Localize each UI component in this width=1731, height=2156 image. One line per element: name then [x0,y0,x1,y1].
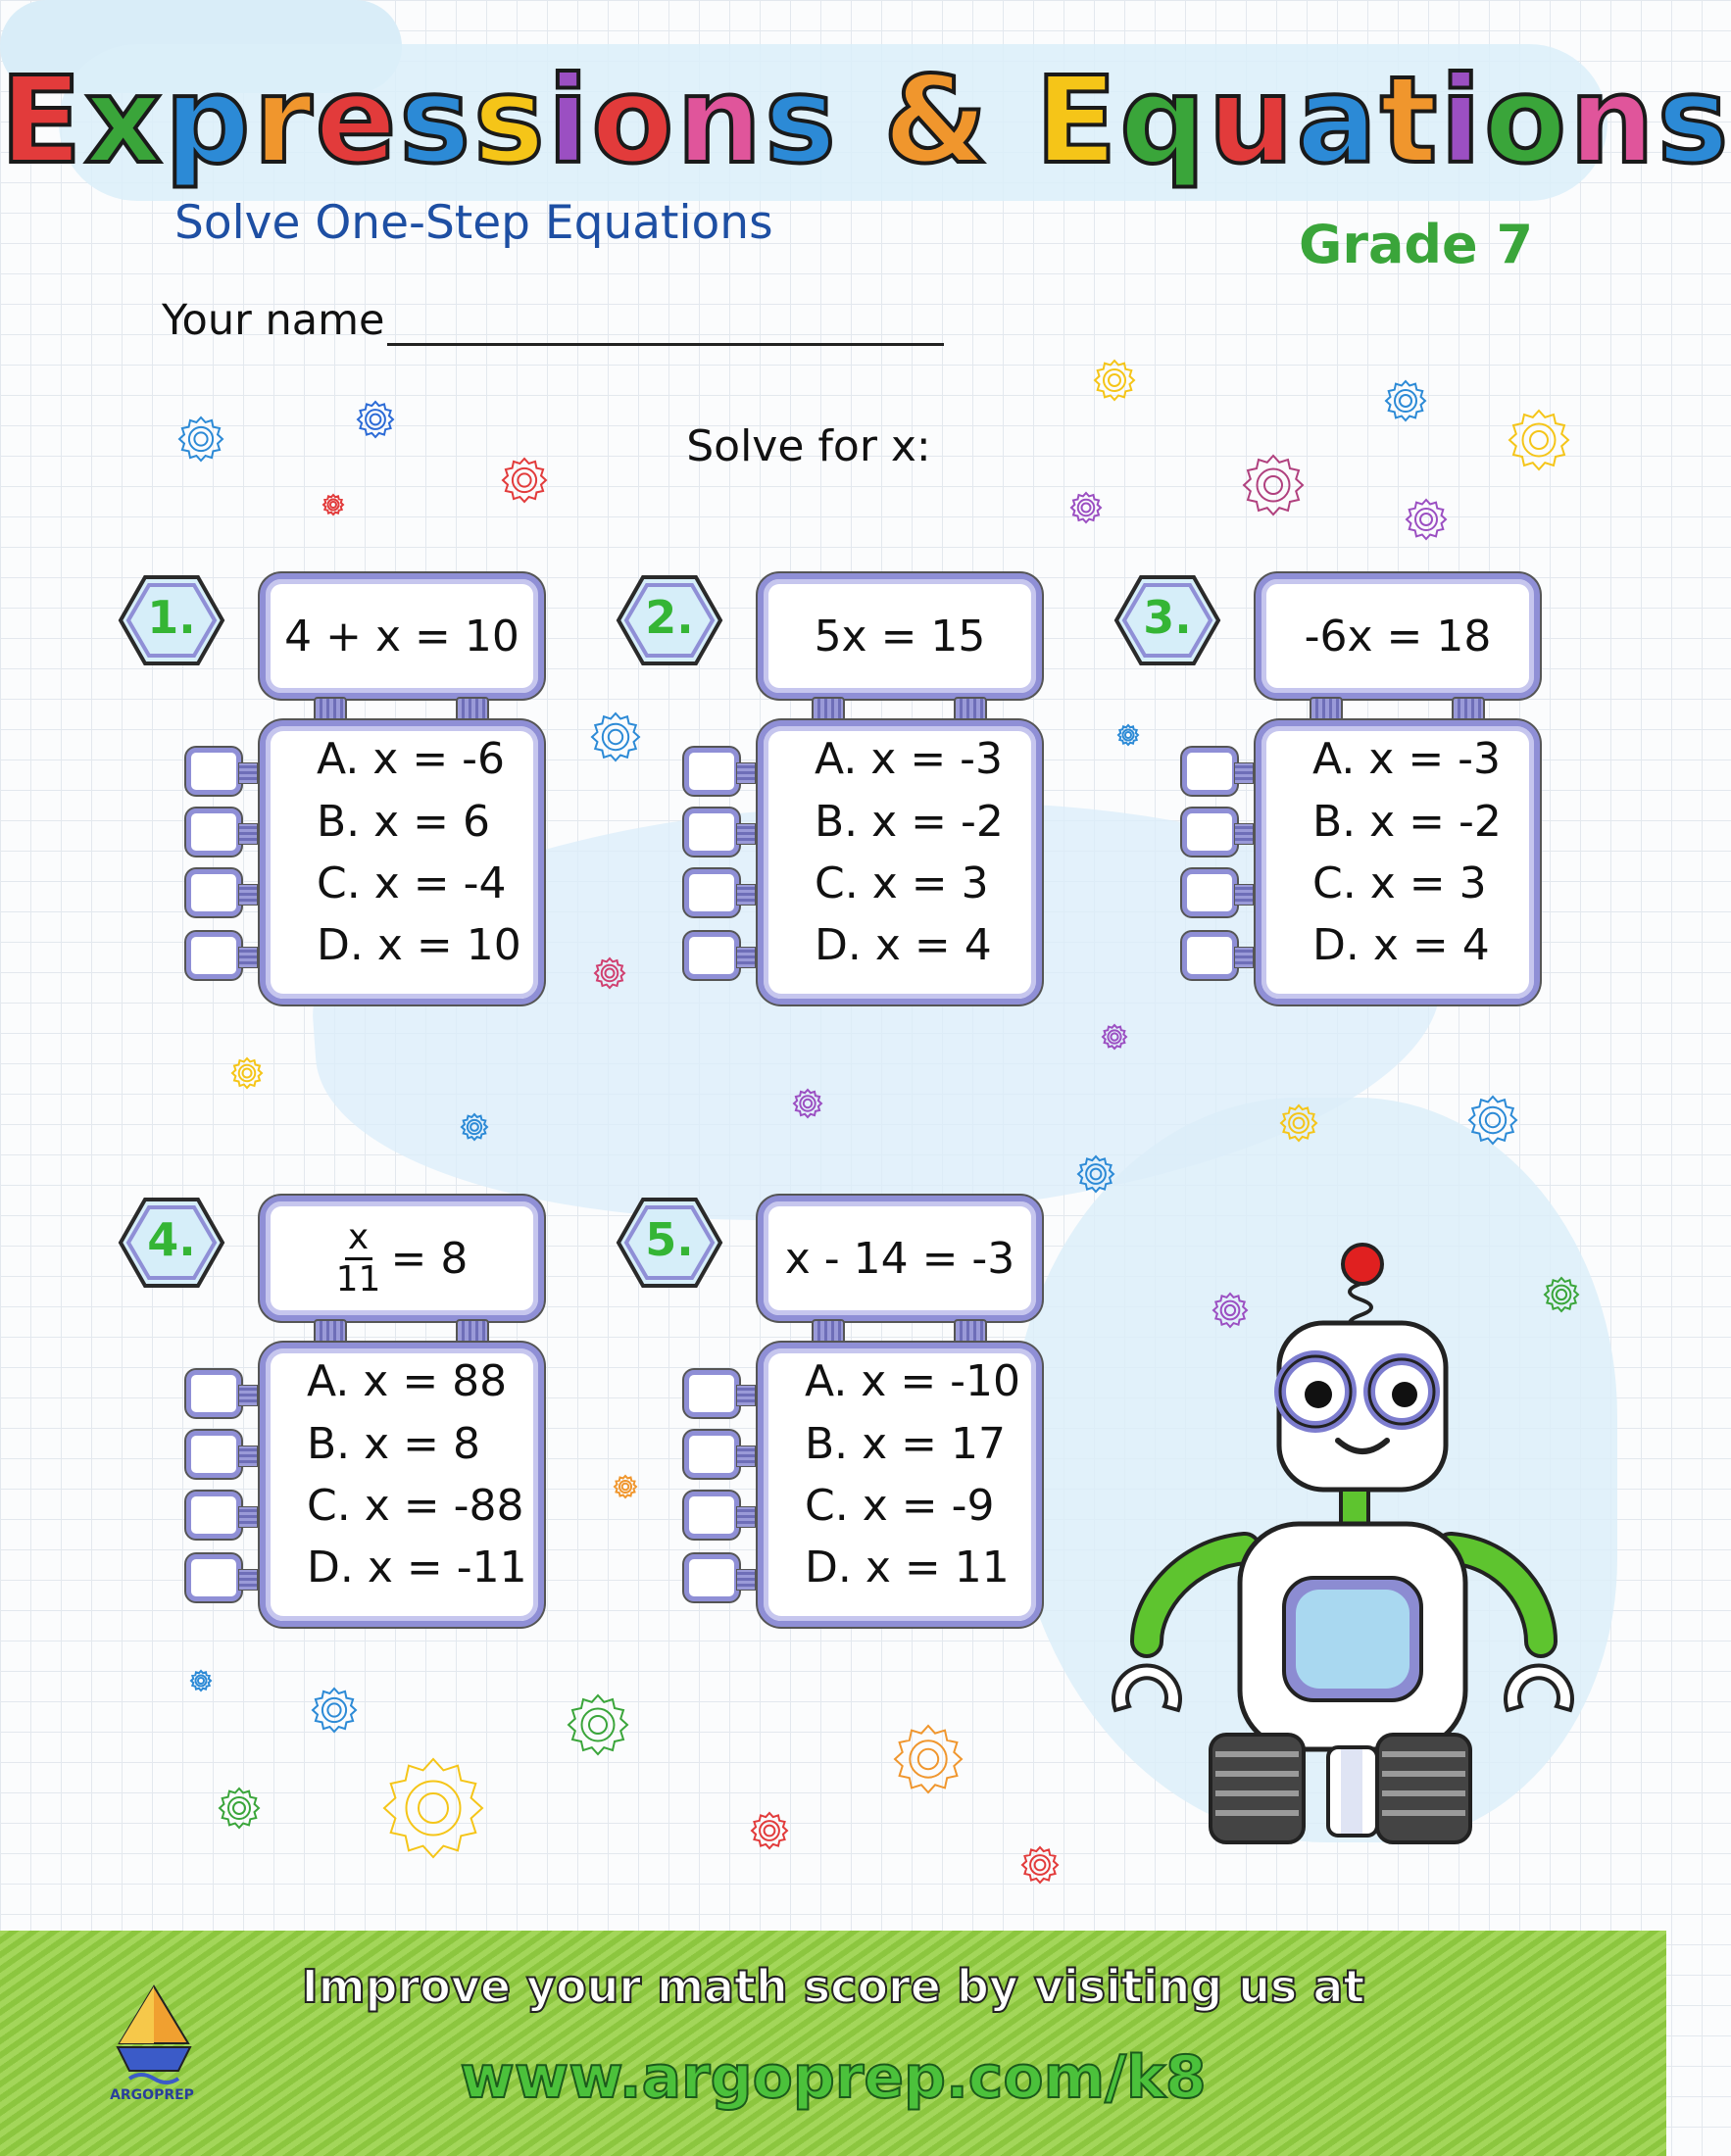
title-letter: i [547,51,592,190]
checkbox-c[interactable] [1182,869,1237,916]
hex-badge [616,1196,723,1290]
gear-icon [1092,358,1137,403]
gear-icon [1068,490,1104,525]
title-letter: s [472,51,548,190]
checkbox-c[interactable] [186,1492,241,1539]
title-letter: q [1119,51,1209,190]
gear-icon [892,1723,964,1795]
option-a: A. x = -3 [1312,734,1502,784]
title-letter: o [1484,51,1569,190]
gear-icon [176,415,225,464]
gear-icon [566,1692,630,1757]
checkbox-b[interactable] [684,1431,739,1478]
equation-box [758,1196,1042,1321]
title-letter: E [1035,51,1120,190]
checkbox-c[interactable] [684,1492,739,1539]
option-c: C. x = -9 [805,1481,995,1531]
title-letter: n [676,51,766,190]
option-d: D. x = 4 [815,920,992,970]
gear-icon [1507,408,1571,472]
title-letter: s [399,51,473,190]
answer-box [260,1343,544,1627]
option-c: C. x = -4 [317,858,507,908]
option-d: D. x = -11 [307,1543,527,1592]
checkbox-d[interactable] [1182,932,1237,979]
gear-icon [1075,1153,1116,1195]
robot-illustration [1088,1230,1578,1857]
name-field[interactable] [387,343,944,346]
answer-box [1256,720,1540,1004]
title-letter: E [0,51,85,190]
title-letter: s [765,51,839,190]
option-b: B. x = 17 [805,1419,1007,1469]
problem-number: 5. [645,1213,694,1266]
checkbox-c[interactable] [186,869,241,916]
equation-text: 5x = 15 [814,611,986,662]
option-c: C. x = -88 [307,1481,524,1531]
checkbox-b[interactable] [684,808,739,856]
option-a: A. x = -6 [317,734,506,784]
name-label: Your name [162,296,385,345]
problem-number: 2. [645,591,694,644]
equation-text: = 8 [390,1233,469,1284]
gear-icon [1466,1094,1519,1147]
equation-text: -6x = 18 [1304,611,1492,662]
equation-box [260,1196,544,1321]
hex-badge [616,573,723,667]
gear-icon [500,456,549,505]
gear-icon [381,1756,485,1860]
equation-box [1256,573,1540,699]
gear-icon [1241,453,1306,517]
gear-icon [355,399,396,440]
gear-icon [1383,378,1428,423]
grade-label: Grade 7 [1299,214,1534,275]
problem-5 [616,1196,1125,1656]
gear-icon [1278,1102,1319,1144]
checkbox-a[interactable] [1182,748,1237,795]
checkbox-a[interactable] [186,1370,241,1417]
title-letter: t [1379,51,1441,190]
gear-icon [188,1668,214,1693]
option-d: D. x = 4 [1312,920,1490,970]
equation-text: 4 + x = 10 [284,611,519,662]
problem-1 [118,573,627,1034]
title-letter [991,51,1035,190]
gear-icon [217,1786,262,1831]
title-letter: i [1440,51,1485,190]
page-subtitle: Solve One-Step Equations [174,196,773,250]
option-d: D. x = 11 [805,1543,1010,1592]
hex-badge [118,1196,225,1290]
problem-4 [118,1196,627,1656]
gear-icon [321,492,346,517]
fraction [336,1218,381,1299]
checkbox-d[interactable] [186,932,241,979]
title-letter: x [84,51,166,190]
title-letter: s [1657,51,1731,190]
checkbox-c[interactable] [684,869,739,916]
problem-2 [616,573,1125,1034]
option-b: B. x = -2 [1312,797,1502,847]
equation-text: x - 14 = -3 [784,1233,1015,1284]
answer-box [758,720,1042,1004]
checkbox-b[interactable] [1182,808,1237,856]
checkbox-a[interactable] [684,1370,739,1417]
title-letter: u [1208,51,1297,190]
gear-icon [749,1810,790,1851]
instruction-text: Solve for x: [686,421,931,471]
checkbox-d[interactable] [684,932,739,979]
answer-box [758,1343,1042,1627]
gear-icon [1019,1844,1061,1886]
option-d: D. x = 10 [317,920,521,970]
checkbox-a[interactable] [186,748,241,795]
title-letter: e [315,51,400,190]
title-letter: p [165,51,254,190]
title-letter: a [1296,51,1380,190]
checkbox-a[interactable] [684,748,739,795]
problem-number: 4. [147,1213,196,1266]
gear-icon [459,1111,490,1143]
gear-icon [791,1087,824,1120]
gear-icon [1404,497,1449,542]
title-letter: o [591,51,677,190]
title-letter: & [883,51,991,190]
title-letter: n [1568,51,1657,190]
hex-badge [1113,573,1221,667]
gear-icon [310,1686,359,1735]
footer-url-link[interactable]: www.argoprep.com/k8 [460,2043,1207,2112]
problem-3 [1113,573,1623,1034]
problem-number: 1. [147,591,196,644]
option-c: C. x = 3 [815,858,989,908]
equation-box [758,573,1042,699]
option-a: A. x = -3 [815,734,1004,784]
option-c: C. x = 3 [1312,858,1487,908]
option-b: B. x = 6 [317,797,491,847]
fraction-numerator: x [347,1216,370,1257]
checkbox-d[interactable] [186,1554,241,1601]
option-b: B. x = -2 [815,797,1004,847]
logo-text: ARGOPREP [110,2087,194,2103]
argoprep-logo [110,1984,198,2097]
page-title [0,51,1731,190]
checkbox-d[interactable] [684,1554,739,1601]
option-a: A. x = -10 [805,1356,1021,1406]
equation-box [260,573,544,699]
title-letter: r [253,51,316,190]
option-a: A. x = 88 [307,1356,508,1406]
title-letter [839,51,883,190]
answer-box [260,720,544,1004]
footer-message: Improve your math score by visiting us at [301,1960,1365,2013]
option-b: B. x = 8 [307,1419,481,1469]
hex-badge [118,573,225,667]
checkbox-b[interactable] [186,808,241,856]
problem-number: 3. [1143,591,1192,644]
checkbox-b[interactable] [186,1431,241,1478]
fraction-denominator: 11 [335,1258,381,1299]
gear-icon [229,1055,265,1091]
